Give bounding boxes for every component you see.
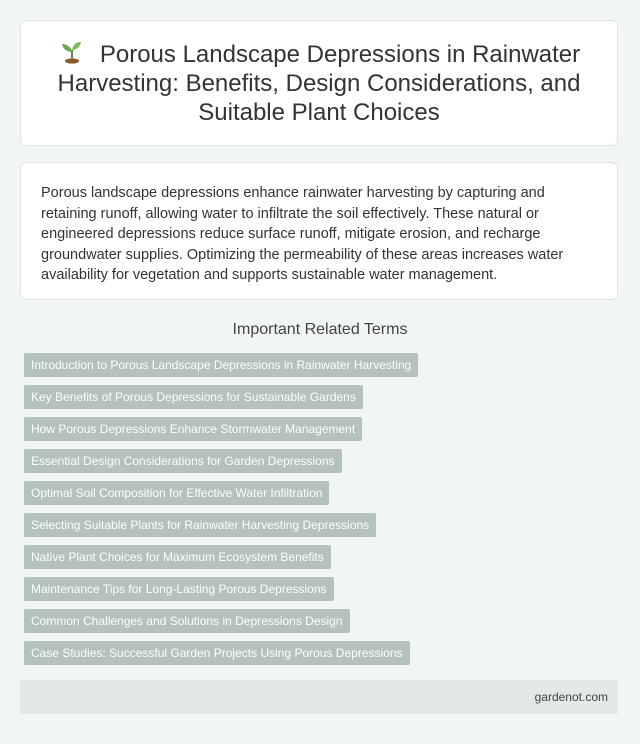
related-term-tag[interactable]: Native Plant Choices for Maximum Ecosystem Benefits xyxy=(24,545,331,569)
related-term-tag[interactable]: How Porous Depressions Enhance Stormwater Management xyxy=(24,417,362,441)
list-item xyxy=(24,353,418,377)
related-term-tag[interactable]: Introduction to Porous Landscape Depressions in Rainwater Harvesting xyxy=(24,353,418,377)
related-term-tag[interactable]: Key Benefits of Porous Depressions for Sustainable Gardens xyxy=(24,385,363,409)
footer xyxy=(20,680,618,714)
related-term-tag[interactable]: Selecting Suitable Plants for Rainwater Harvesting Depressions xyxy=(24,513,376,537)
list-item xyxy=(24,641,418,665)
sprout-icon xyxy=(58,40,86,64)
intro-card xyxy=(20,162,618,300)
footer-site-link[interactable]: gardenot.com xyxy=(534,690,608,704)
related-term-tag[interactable]: Maintenance Tips for Long-Lasting Porous Depressions xyxy=(24,577,334,601)
related-term-tag[interactable]: Essential Design Considerations for Garden Depressions xyxy=(24,449,342,473)
related-terms-heading: Important Related Terms xyxy=(232,321,408,338)
page-title-text: Porous Landscape Depressions in Rainwater Harvesting: Benefits, Design Considerations, and Suitable Plant Choices xyxy=(57,40,581,126)
related-term-tag[interactable]: Common Challenges and Solutions in Depressions Design xyxy=(24,609,350,633)
related-term-tag[interactable]: Case Studies: Successful Garden Projects Using Porous Depressions xyxy=(24,641,410,665)
title-card xyxy=(20,20,618,146)
list-item xyxy=(24,417,418,441)
related-terms-list xyxy=(24,353,418,673)
list-item xyxy=(24,609,418,633)
related-term-tag[interactable]: Optimal Soil Composition for Effective Water Infiltration xyxy=(24,481,329,505)
intro-paragraph: Porous landscape depressions enhance rainwater harvesting by capturing and retaining runoff, allowing water to infiltrate the soil effectively. These natural or engineered depressions reduce surface runoff, mitigate erosion, and recharge groundwater supplies. Optimizing the permeability of these areas increases water availability for vegetation and supports sustainable water management. xyxy=(41,185,564,283)
list-item xyxy=(24,385,418,409)
page-title xyxy=(51,40,587,127)
list-item xyxy=(24,513,418,537)
list-item xyxy=(24,545,418,569)
list-item xyxy=(24,577,418,601)
list-item xyxy=(24,481,418,505)
list-item xyxy=(24,449,418,473)
